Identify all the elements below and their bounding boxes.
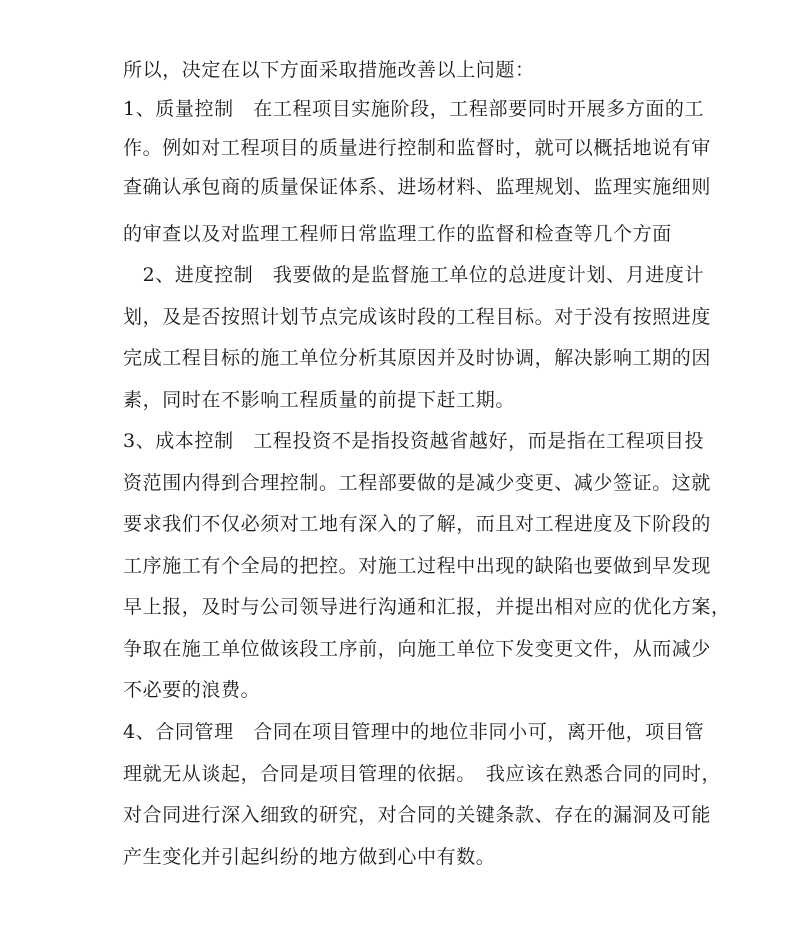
text-line: 的审查以及对监理工程师日常监理工作的监督和检查等几个方面 [123,223,672,245]
text-line: 对合同进行深入细致的研究，对合同的关键条款、存在的漏洞及可能 [123,804,712,826]
text-line: 工序施工有个全局的把控。对施工过程中出现的缺陷也要做到早发现 [123,555,712,577]
text-line: 理就无从谈起，合同是项目管理的依据。 我应该在熟悉合同的同时， [123,763,722,785]
text-line: 1、质量控制 在工程项目实施阶段，工程部要同时开展多方面的工 [123,98,705,120]
text-line: 素，同时在不影响工程质量的前提下赶工期。 [123,389,516,411]
text-line: 2、进度控制 我要做的是监督施工单位的总进度计划、月进度计 [123,264,705,286]
text-line: 要求我们不仅必须对工地有深入的了解，而且对工程进度及下阶段的 [123,513,712,535]
text-line: 产生变化并引起纠纷的地方做到心中有数。 [123,846,496,868]
text-line: 4、合同管理 合同在项目管理中的地位非同小可，离开他，项目管 [123,721,705,743]
text-line: 所以，决定在以下方面采取措施改善以上问题： [123,59,535,81]
text-line: 争取在施工单位做该段工序前，向施工单位下发变更文件，从而减少 [123,638,712,660]
text-line: 早上报，及时与公司领导进行沟通和汇报，并提出相对应的优化方案， [123,596,731,618]
text-line: 完成工程目标的施工单位分析其原因并及时协调，解决影响工期的因 [123,347,712,369]
text-line: 划，及是否按照计划节点完成该时段的工程目标。对于没有按照进度 [123,306,712,328]
text-line: 3、成本控制 工程投资不是指投资越省越好，而是指在工程项目投 [123,430,705,452]
text-line: 不必要的浪费。 [123,679,261,701]
text-line: 作。例如对工程项目的质量进行控制和监督时，就可以概括地说有审 [123,137,712,159]
text-line: 查确认承包商的质量保证体系、进场材料、监理规划、监理实施细则 [123,176,712,198]
text-line: 资范围内得到合理控制。工程部要做的是减少变更、减少签证。这就 [123,472,712,494]
